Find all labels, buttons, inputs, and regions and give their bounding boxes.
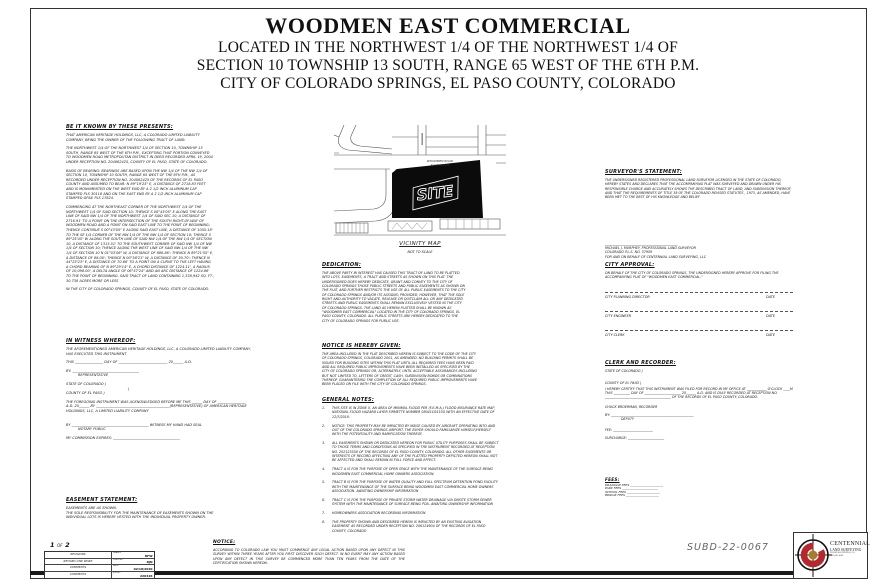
tract-paragraph: THE NORTHWEST 1/4 OF THE NORTHWEST 1/4 OF SECTION 10, TOWNSHIP 13 SOUTH, RANGE 65 WEST OF THE 6TH P.M., EXCEPTING THAT PORTION CONVEYED TO WOODMEN ROAD METROPOLITAN DISTRICT IN DEED RECORDED APRIL 19, 2004 UNDER RECEPTION NO. 204062425, COUNTY OF EL PASO, STATE OF COLORADO.: [66, 146, 213, 165]
clerk-certification-body: I HEREBY CERTIFY THAT THIS INSTRUMENT WAS FILED FOR RECORD IN MY OFFICE AT ____________ O'CLOCK ____M THIS __________ DAY OF ______________________ 20______ A.D. AND IS DULY RECORDED AT RECEPTION NO. ________________________________________ OF THE RECORDS OF EL PASO COUNTY, COLORADO.: [605, 386, 793, 400]
revision-row-3: COMMENTS: [69, 572, 87, 577]
notice-given-body: THE AREA INCLUDED IN THE PLAT DESCRIBED HEREIN IS SUBJECT TO THE CODE OF THE CITY OF COLORADO SPRINGS, COLORADO 2001, AS AMENDED. NO BUILDING PERMITS SHALL BE ISSUED FOR BUILDING SITES WITHIN THIS PLAT UNTIL ALL REQUIRED FEES HAVE BEEN PAID AND ALL REQUIRED PUBLIC IMPROVEMENTS HAVE BEEN INSTALLED AS SPECIFIED BY THE CITY OF COLORADO SPRINGS OR, ALTERNATELY, UNTIL ACCEPTABLE ASSURANCES INCLUDING BUT NOT LIMITED TO, LETTERS OF CREDIT, CASH, SUBDIVISION BONDS OR COMBINATIONS THEREOF, GUARANTEEING THE COMPLETION OF ALL REQUIRED PUBLIC IMPROVEMENTS HAVE BEEN PLACED ON FILE WITH THE CITY OF COLORADO SPRINGS.: [322, 352, 478, 387]
basis-of-bearing-paragraph: BASIS OF BEARING: BEARINGS ARE BASED UPON THE NW 1/4 OF THE NW 1/4 OF SECTION 10, TOWNSHIP 10 SOUTH, RANGE 65 WEST OF THE 6TH P.M., AS RECORDED UNDER RECEPTION NO. 204062425 OF THE RECORDS OF EL PASO COUNTY AND ASSUMED TO BEAR: N 89°19'25" E, A DISTANCE OF 2718.83 FEET AND IS MONUMENTED ON THE WEST END BY A 2 1/2 INCH ALUMINUM CAP STAMPED PLS 30118 AND ON THE EAST END BY A 2 1/2 INCH ALUMINUM CAP STAMPED GP&E PLS 17824.: [66, 168, 208, 201]
vicinity-map-caption: VICINITY MAP: [399, 241, 441, 247]
sheet-number: 1 OF 2: [50, 541, 70, 549]
clerk-state-line: STATE OF COLORADO ): [605, 369, 643, 373]
logo-address: COLORADO SPRINGS, CO: [830, 552, 855, 554]
city-approval-heading: CITY APPROVAL:: [605, 262, 655, 268]
drawing-meta: [111, 552, 154, 578]
city-approval-body: ON BEHALF OF THE CITY OF COLORADO SPRINGS, THE UNDERSIGNED HEREBY APPROVE FOR FILING THE ACCOMPANYING PLAT OF "WOODMEN EAST COMMERCIAL.": [605, 271, 779, 280]
surveyor-logo-box: [793, 532, 868, 579]
easement-heading: EASEMENT STATEMENT:: [66, 497, 138, 503]
revision-rows: [45, 552, 111, 578]
logo-name-line2: LAND SURVEYING: [830, 547, 862, 552]
not-to-scale-label: NOT TO SCALE: [407, 250, 433, 254]
plat-subtitle-2: SECTION 10 TOWNSHIP 13 SOUTH, RANGE 65 WEST OF THE 6TH P.M.: [196, 57, 700, 74]
surveyor-behalf: FOR AND ON BEHALF OF CENTENNIAL LAND SURVEYING, LLC: [605, 254, 706, 259]
general-note-2: 2. NOTICE: THIS PROPERTY MAY BE IMPACTED BY NOISE CAUSED BY AIRCRAFT OPERATING INTO AND OUT OF THE COLORADO SPRINGS AIRPORT. THE BUYER SHOULD FAMILIARIZE HIMSELF/HERSELF WITH THE POTENTIALITY AND RAMIFICATION THEREOF.: [322, 423, 496, 437]
city-engineer-date-label: DATE: [766, 313, 775, 318]
easement-line-2: THE SOLE RESPONSIBILITY FOR THE MAINTENANCE OF EASEMENTS SHOWN ON THE INDIVIDUAL LOTS IS HEREBY VESTED WITH THE INDIVIDUAL PROPERTY OWNER.: [66, 510, 214, 520]
witness-by-line: BY: ______________________________________: [66, 368, 139, 373]
easement-line-1: EASEMENTS ARE AS SHOWN.: [66, 506, 118, 510]
curved-road: [334, 125, 418, 154]
revision-table: [44, 551, 155, 579]
deputy-label: DEPUTY: [621, 417, 635, 422]
notary-county-line: COUNTY OF EL PASO ): [66, 391, 105, 396]
woodmen-road-label: WOODMEN ROAD: [426, 159, 454, 163]
dedication-body: THE ABOVE PARTY IN INTEREST HAS CAUSED THIS TRACT OF LAND TO BE PLATTED INTO LOTS, EASEMENTS, A TRACT AND STREETS AS SHOWN ON THIS PLAT. THE UNDERSIGNED DOES HEREBY DEDICATE, GRANT AND CONVEY TO THE CITY OF COLORADO SPRINGS THOSE PUBLIC STREETS AND PUBLIC EASEMENTS AS SHOWN ON THE PLAT, AND FURTHER RESTRICTS THE USE OF ALL PUBLIC EASEMENTS TO THE CITY OF COLORADO SPRINGS AND/OR ITS ASSIGNS; PROVIDED, HOWEVER, THAT THE SOLE RIGHT AND AUTHORITY TO VACATE, RELEASE OR QUITCLAIM ALL OR ANY DEDICATED STREETS AND PUBLIC EASEMENTS SHALL REMAIN EXCLUSIVELY VESTED IN THE CITY OF COLORADO SPRINGS. THE LAND AS HEREIN PLATTED SHALL BE KNOWN AS "WOODMEN EAST COMMERCIAL" LOCATED IN THE CITY OF COLORADO SPRINGS, EL PASO COUNTY, COLORADO. ALL PUBLIC STREETS ARE HEREBY DEDICATED TO THE CITY OF COLORADO SPRINGS FOR PUBLIC USE.: [322, 271, 466, 323]
clerk-recorder-section: [605, 360, 793, 444]
drainage-fees-line: DRAINAGE FEES ______________________: [605, 483, 664, 487]
survey-law-notice-body: ACCORDING TO COLORADO LAW YOU MUST COMMENCE ANY LEGAL ACTION BASED UPON ANY DEFECT IN THIS SURVEY WITHIN THREE YEARS AFTER YOU FIRST DISCOVER SUCH DEFECT. IN NO EVENT MAY ANY ACTION BASED UPON ANY DEFECT IN THIS SURVEY BE COMMENCED MORE THAN TEN YEARS FROM THE DATE OF THE CERTIFICATION SHOWN HEREON.: [213, 548, 405, 566]
notary-acknowledgement: THE FOREGOING INSTRUMENT WAS ACKNOWLEDGED BEFORE ME THIS ______ DAY OF ________________ A.D. 20______ BY __________________________________________(REPRESENTATIVE) OF AMERICAN HERITAGE HOLDINGS, LLC, A LIMITED LIABILITY COMPANY: [66, 399, 247, 414]
fee-line: FEE: ________________________: [605, 427, 653, 432]
logo-name-line1: CENTENNIAL: [830, 541, 870, 547]
city-engineer-signature-row: [605, 311, 793, 318]
witness-heading: IN WITNESS WHEREOF:: [66, 338, 136, 344]
plat-title: WOODMEN EAST COMMERCIAL: [265, 13, 631, 38]
row-varies-label: R.O.W. VARIES: [430, 164, 450, 167]
title-block: [30, 13, 866, 93]
vicinity-map-drawing: [334, 125, 506, 239]
recorder-by-line: BY: __________________________________________________: [605, 413, 694, 418]
be-it-known-section: [66, 124, 214, 296]
general-note-6: 6. TRACT C IS FOR THE PURPOSE OF PRIVATE STORM WATER DRAINAGE VIA ONSITE STORM SEWER SYSTEM WITH THE MAINTENANCE OF SURFACE BEING POA. AWAITING OWNERSHIP INFORMATION: [322, 498, 493, 507]
revision-row-1: REVISED LINE WORK: [45, 559, 111, 566]
surveyor-name: MICHAEL J. MURPHEY, PROFESSIONAL LAND SURVEYOR: [605, 246, 696, 251]
surcharge-line: SURCHARGE: ______________________: [605, 436, 665, 441]
city-approval-section: [605, 262, 793, 337]
job-number-cell: JOB NO. 220426: [113, 572, 153, 578]
surveyor-statement-body: THE UNDERSIGNED REGISTERED PROFESSIONAL LAND SURVEYOR LICENSED IN THE STATE OF COLORADO, HEREBY STATES AND DECLARES THAT THE ACCOMPANYING PLAT WAS SURVEYED AND DRAWN UNDER HIS RESPONSIBLE CHARGE AND ACCURATELY SHOWS THE DESCRIBED TRACT OF LAND, AND SUBDIVISION THEREOF, AND THAT THE REQUIREMENTS OF TITLE 38 OF THE COLORADO REVISED STATUTES , 1973, AS AMENDED, HAVE BEEN MET TO THE BEST OF HIS KNOWLEDGE AND BELIEF: [605, 178, 792, 200]
fees-heading: FEES:: [605, 477, 620, 482]
centennial-logo-text: [830, 541, 870, 558]
notary-by-line: BY ____________________________________________ WITNESS MY HAND HAD SEAL: [66, 422, 202, 427]
checked-by-cell: CHECKED RJN: [113, 558, 153, 565]
survey-law-notice-heading: NOTICE:: [213, 540, 236, 545]
general-note-4: 4. TRACT A IS FOR THE PURPOSE OF OPEN SPACE WITH THE MAINTENANCE OF THE SURFACE BEING WOODMEN EAST COMMERCIAL HOME OWNERS ASSOCIATION.: [322, 467, 493, 476]
planning-director-label: CITY PLANNING DIRECTOR: [605, 294, 650, 299]
bridge-fees-line: BRIDGE FEES ______________________: [605, 493, 659, 498]
centennial-logo-icon: [794, 533, 834, 578]
general-note-5: 5. TRACT B IS FOR THE PURPOSE OF WATER QUALITY AND FULL SPECTRUM DETENTION POND FACILITY WITH THE MAINTENANCE OF THE SURFACE BEING WOODMEN EAST COMMERCIAL HOME OWNERS ASSOCIATION. AWAITING OWNERSHIP INFORMATION: [322, 480, 498, 494]
legal-description-paragraph: COMMENCING AT THE NORTHEAST CORNER OF THE NORTHWEST 1/4 OF THE NORTHWEST 1/4 OF SAID SECTION 10; THENCE S 00°43'05" E ALONG THE EAST LINE OF SAID NW 1/4 OF THE NORTHWEST 1/4 OF SAID SEC 10, A DISTANCE OF 2716.91' TO A POINT ON THE INTERSECTION OF THE SOUTH RIGHT-OF-WAY OF WOODMEN ROAD AND A POINT ON SAID EAST LINE TO THE POINT OF BEGINNING; THENCE CONTINUE S 00°43'05" E ALONG SAID EAST LINE, A DISTANCE OF 1055.18' TO THE SE 1/4 CORNER OF THE NW 1/4 OF THE NW 1/4 OF SECTION 10; THENCE S 89°25'45" W ALONG THE SOUTH LINE OF SAID NW 1/4 OF THE NW 1/4 OF SECTION 10, A DISTANCE OF 1313.51' TO THE SOUTHWEST CORNER OF SAID NW 1/4 OF NW 1/4 OF SECTION 10; THENCE ALONG THE WEST LINE OF SAID NW 1/4 OF THE NW 1/4 OF SECTION 10 N 01°03'08" W, A DISTANCE OF 886.86'; THENCE N 89°21'55" E, A DISTANCE OF 88.00'; THENCE N 00°58'21" W, A DISTANCE OF 30.70'; THENCE N 44°23'23" E, A DISTANCE OF 70.66' TO A POINT ON A CURVE TO THE LEFT HAVING A CHORD BEARING OF N 89°29'14" E, A CHORD DISTANCE OF 1224.11', A RADIUS OF 10,098.00', A DELTA ANGLE OF 06°57'24" AND AN ARC DISTANCE OF 1224.86' TO THE POINT OF BEGINNING. SAID TRACT OF LAND CONTAINING 1,338,942 SQ. FT., 30.738 ACRES MORE OR LESS: [66, 204, 214, 283]
general-note-8: 8. THE PROPERTY SHOWN AND DESCRIBED HEREIN IS IMPACTED BY AN EXISTING AVIGATION EASEMENT AS RECORDED UNDER RECEPTION NO. 206124904 OF THE RECORDS OF EL PASO COUNTY, COLORADO: [322, 520, 486, 533]
school-fees-line: SCHOOL FEES ______________________: [605, 489, 660, 494]
fees-section: [605, 477, 725, 498]
city-clerk-date-label: DATE: [766, 332, 775, 337]
revision-row-2: COMMENTS: [45, 565, 111, 572]
general-note-1: 1. THIS SITE IS IN ZONE X, AN AREA OF MINIMAL FLOOD PER (F.E.M.A.) FLOOD INSURANCE RATE MAP, NATIONAL FLOOD HAZARD LAYER FIRMETTE NUMBER 08041C0533G WITH AN EFFECTIVE DATE OF 12/7/2018.: [322, 406, 495, 419]
notary-public-label: NOTARY PUBLIC: [78, 427, 106, 432]
be-it-known-heading: BE IT KNOWN BY THESE PRESENTS:: [66, 124, 174, 130]
surveyor-signature-line: ____________________________________________: [605, 241, 678, 246]
commission-expires-line: MY COMMISSION EXPIRES: ______________________________________: [66, 435, 180, 440]
clerk-recorder-heading: CLERK AND RECORDER:: [605, 360, 676, 366]
city-engineer-label: CITY ENGINEER: [605, 313, 632, 318]
city-county-paragraph: IN THE CITY OF COLORADO SPRINGS, COUNTY OF EL PASO, STATE OF COLORADO.: [66, 287, 210, 292]
surveyor-statement-heading: SURVEYOR'S STATEMENT:: [605, 169, 683, 175]
vicinity-map: [334, 125, 506, 239]
planning-director-signature-row: [605, 292, 793, 299]
witness-section: [66, 338, 251, 445]
logo-phone: (719) 492-4248: [830, 554, 843, 557]
notice-given-heading: NOTICE IS HEREBY GIVEN:: [322, 343, 401, 349]
easement-section: [66, 497, 226, 524]
planning-director-date-label: DATE: [766, 294, 775, 299]
general-notes-section: [322, 397, 500, 538]
dedication-heading: DEDICATION:: [322, 262, 362, 268]
park-fees-line: PARK FEES ________________________: [605, 486, 659, 491]
recorder-name: CHUCK BROERMAN, RECORDER: [605, 404, 658, 409]
survey-law-notice: [213, 540, 405, 569]
owner-paragraph: THAT AMERICAN HERITAGE HOLDINGS, LLC, A COLORADO LIMITED LIABILITY COMPANY, BEING THE OWNER OF THE FOLLOWING TRACT OF LAND:: [66, 133, 200, 142]
drawn-by-cell: DRAWN RFW: [113, 552, 153, 558]
revisions-header: REVISIONS: [45, 552, 111, 559]
city-clerk-signature-row: [605, 330, 793, 337]
clerk-county-line: COUNTY OF EL PASO ): [605, 381, 642, 386]
surveyor-statement-section: [605, 169, 793, 259]
notary-paren: ): [128, 386, 130, 391]
witness-paragraph: THE AFOREMENTIONED AMERICAN HERITAGE HOLDINGS, LLC, A COLORADO LIMITED LIABILITY COMPANY, HAS EXECUTED THIS INSTRUMENT: [66, 347, 251, 356]
date-cell: DATE 02/18/2020: [113, 565, 153, 572]
general-notes-heading: GENERAL NOTES:: [322, 397, 375, 403]
general-note-3: 3. ALL EASEMENTS SHOWN OR DEDICATED HEREON FOR PUBLIC UTILITY PURPOSES SHALL BE SUBJECT TO THOSE TERMS AND CONDITIONS AS SPECIFIED IN THE INSTRUMENT RECORDED AT RECEPTION NO. 202123558 OF THE RECORDS OF EL PASO COUNTY, COLORADO. ALL OTHER EASEMENTS OR INTERESTS OF RECORD AFFECTING ANY OF THE PLATTED PROPERTY DEPICTED HEREON SHALL NOT BE AFFECTED AND SHALL REMAIN IN FULL FORCE AND EFFECT.: [322, 441, 499, 463]
site-label: SITE: [415, 181, 455, 205]
plat-subtitle-3: CITY OF COLORADO SPRINGS, EL PASO COUNTY, COLORADO: [220, 75, 676, 92]
notary-state-line: STATE OF COLORADO ): [66, 382, 107, 387]
general-note-7: 7. HOMEOWNERS ASSOCIATION RECORDING INFORMATION: [322, 511, 426, 516]
witness-date-blanks: THIS ________________ DAY OF ____________________________ 20______ A.D.: [66, 360, 193, 365]
street-name-mark: [422, 133, 423, 145]
surveyor-license: COLORADO P.L.S. NO. 37959: [605, 250, 653, 255]
dedication-section: [322, 262, 466, 327]
plat-subtitle-1: LOCATED IN THE NORTHWEST 1/4 OF THE NORTHWEST 1/4 OF: [218, 39, 678, 56]
witness-by-label: REPRESENTATIVE: [78, 373, 109, 378]
project-number: SUBD-22-0067: [687, 542, 769, 553]
city-clerk-label: CITY CLERK: [605, 332, 625, 337]
notice-given-section: [322, 343, 478, 391]
